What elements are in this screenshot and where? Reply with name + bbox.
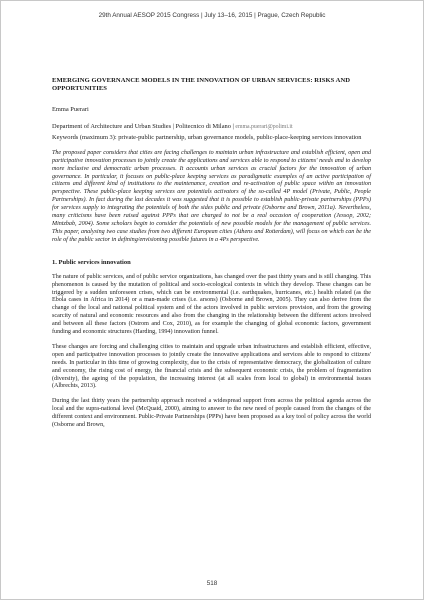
body-paragraph-3: During the last thirty years the partnership approach received a widespread support from across the political agenda across the local and the supra-national level (McQuaid, 2000), aiming to answer to the new need of people caused from the changes of the different context and environment. Public-Private Partnerships (PPPs) have been proposed as a key tool of policy across the world (Osborne and Brown, bbox=[52, 398, 371, 429]
running-head: 29th Annual AESOP 2015 Congress | July 13–16, 2015 | Prague, Czech Republic bbox=[98, 12, 326, 19]
author-email: emma.puerari@polimi.it bbox=[235, 123, 293, 130]
page-body bbox=[52, 77, 371, 437]
page-number: 518 bbox=[206, 580, 218, 587]
affiliation-line bbox=[52, 123, 371, 131]
paper-title: EMERGING GOVERNANCE MODELS IN THE INNOVATION OF URBAN SERVICES: RISKS AND OPPORTUNITIES bbox=[52, 77, 351, 93]
keywords: Keywords (maximum 3): private-public partnership, urban governance models, public-place-keeping services innovation bbox=[52, 133, 362, 141]
abstract: The proposed paper considers that cities are facing challenges to maintain urban infrastructure and establish efficient, open and participative innovation processes to jointly create the applications and services able to respond to citizens' needs and to develop more inclusive and democratic urban processes. It accounts urban services as crucial factors for the innovation of urban governance. In particular, it focuses on public-place keeping services as paradigmatic examples of an active participation of citizens and different kind of institutions to the maintenance, creation and re-activation of public space within an innovation perspective. These public-place keeping services are potentials activators of the so-called 4P model (Private, Public, People Partnerships). In fact during the last decades it was suggested that it is possible to establish public-private partnerships (PPPs) for services supply to integrating the potentials of both the sides public and private (Osborne and Brown, 2011a). Nevertheless, many criticisms have been raised against PPPs that are charged to not be a real occasion of cooperation (Jessop, 2002; Mintzbab, 2004). Some scholars begin to consider the potentials of new possible models for the management of public services. This paper, analysing two case studies from two different European cities (Athens and Rotterdam), will focus on which can be the role of the public sector in defining/envisioning possible futures in a 4Ps perspective. bbox=[52, 149, 371, 243]
affiliation: Department of Architecture and Urban Studies | Politecnico di Milano | bbox=[52, 122, 234, 130]
author-name: Emma Puerari bbox=[52, 105, 89, 113]
body-paragraph-2: These changes are forcing and challenging cities to maintain and upgrade urban infrastructures and establish efficient, effective, open and participative innovation processes to jointly create the innovative applications and services able to respond to citizens' needs. In particular in this time of growing complexity, due to the crisis of representative democracy, the globalization of culture and economy, the rising cost of energy, the financial crisis and the subsequent economic crisis, the problem of fragmentation (diversity), the ageing of the population, the increasing interest (at all scales from local to global) in environmental issues (Albrechts, 2013). bbox=[52, 343, 371, 390]
body-paragraph-1: The nature of public services, and of public service organizations, has changed over the past thirty years and is still changing. This phenomenon is caused by the mutation of political and socio-ecological contexts in which they develop. These changes can be triggered by a sudden unforeseen crises, which can be environmental (i.e. earthquakes, hurricanes, etc.) health related (as the Ebola cases in Africa in 2014) or a man-made crises (i.e. arsons) (Osborne and Brown, 2005). They can also derive from the change of the local and national political system and of the actors involved in public services provision, and from the growing scarcity of natural and economic resources and also from the changing in the relationship between the different actors involved and between all these factors (Ostrom and Cox, 2010), as for example the changing of global economic factors, government funding and economic structures (Harding, 1994) innovation funnel. bbox=[52, 273, 371, 336]
section-heading: 1. Public services innovation bbox=[52, 258, 131, 266]
